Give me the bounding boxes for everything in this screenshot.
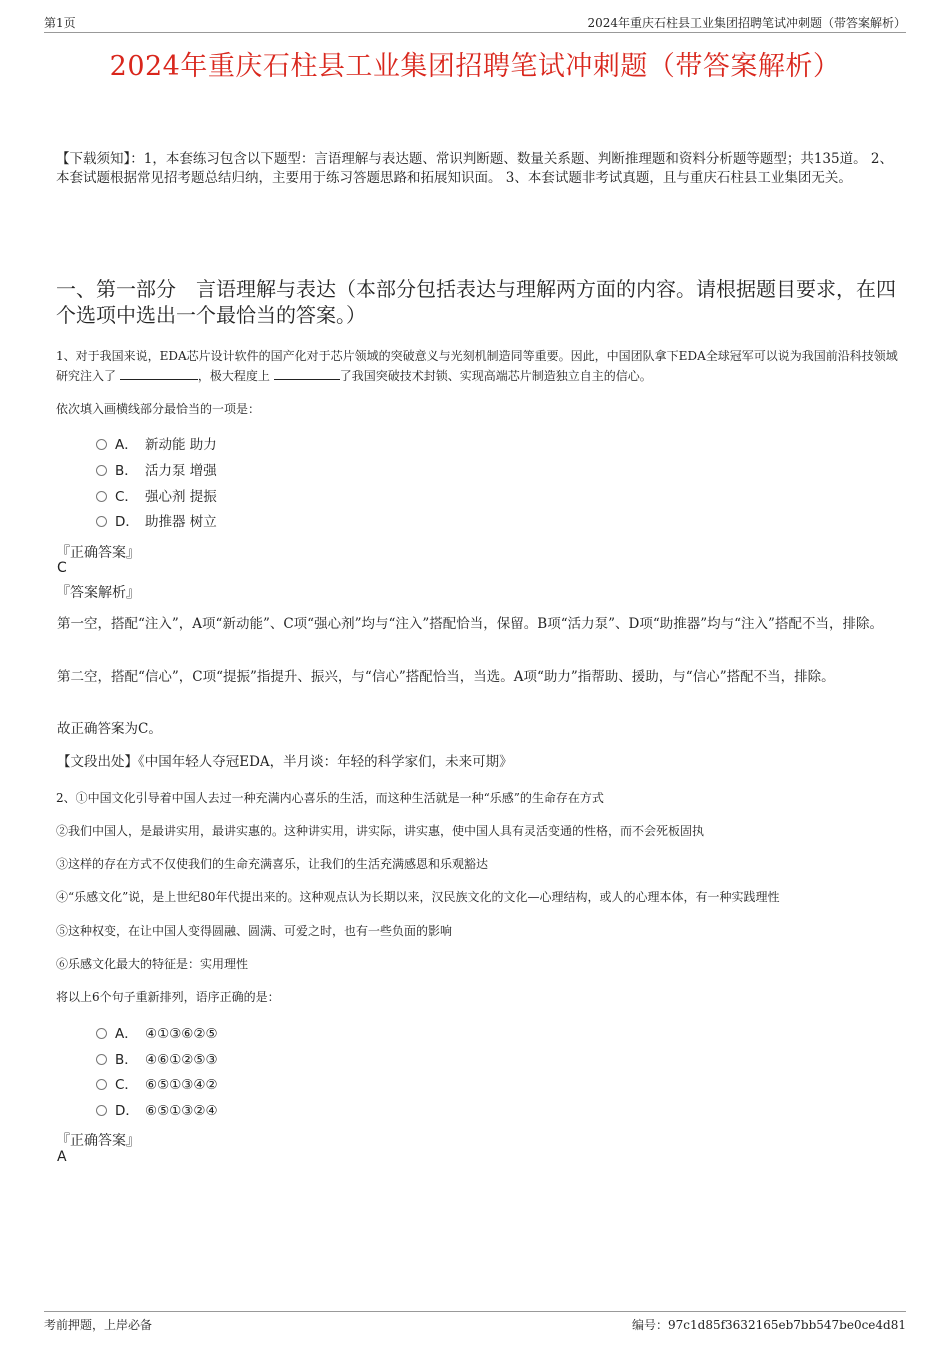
question-2-sentence: ②我们中国人，是最讲实用，最讲实惠的。这种讲实用，讲实际，讲实惠，使中国人具有灵活变通的性格，而不会死板固执: [56, 824, 705, 838]
analysis-paragraph: 第二空，搭配“信心”，C项“提振”指提升、振兴，与“信心”搭配恰当，当选。A项“助力”指帮助、援助，与“信心”搭配不当，排除。: [57, 669, 835, 685]
radio-icon[interactable]: [96, 491, 107, 502]
radio-icon[interactable]: [96, 1054, 107, 1065]
radio-icon[interactable]: [96, 439, 107, 450]
document-title: 2024年重庆石柱县工业集团招聘笔试冲刺题（带答案解析）: [109, 51, 841, 82]
question-2-answer: A: [57, 1149, 67, 1165]
page-header: [44, 12, 906, 33]
question-1-option-d[interactable]: D． 助推器 树立: [96, 512, 217, 532]
radio-icon[interactable]: [96, 1079, 107, 1090]
page-footer: [44, 1311, 906, 1336]
analysis-paragraph: 第一空，搭配“注入”，A项“新动能”、C项“强心剂”均与“注入”搭配恰当，保留。B项“活力泵”、D项“助推器”均与“注入”搭配不当，排除。: [57, 616, 883, 632]
page-number: 第1页: [44, 16, 76, 30]
header-doc-title: 2024年重庆石柱县工业集团招聘笔试冲刺题（带答案解析）: [587, 16, 906, 30]
question-1-option-b[interactable]: B． 活力泵 增强: [96, 461, 217, 481]
blank-1: [120, 367, 198, 380]
footer-slogan: 考前押题，上岸必备: [44, 1318, 153, 1332]
question-2-option-b[interactable]: B． ④⑥①②⑤③: [96, 1050, 218, 1070]
question-2-option-a[interactable]: A． ④①③⑥②⑤: [96, 1024, 218, 1044]
question-1-prompt: 依次填入画横线部分最恰当的一项是：: [56, 402, 261, 416]
question-1-analysis-label: 『答案解析』: [56, 585, 140, 601]
analysis-conclusion: 故正确答案为C。: [57, 721, 162, 737]
radio-icon[interactable]: [96, 516, 107, 527]
question-2-option-c[interactable]: C． ⑥⑤①③④②: [96, 1075, 218, 1095]
question-1-answer: C: [57, 560, 67, 576]
radio-icon[interactable]: [96, 1105, 107, 1116]
question-1-option-c[interactable]: C． 强心剂 提振: [96, 487, 217, 507]
question-2-answer-label: 『正确答案』: [56, 1133, 140, 1149]
question-1-answer-label: 『正确答案』: [56, 545, 140, 561]
question-1-stem: 1、对于我国来说，EDA芯片设计软件的国产化对于芯片领域的突破意义与光刻机制造同等重要。因此，中国团队拿下EDA全球冠军可以说为我国前沿科技领域研究注入了 ，极大程度上 了我国突破技术封锁、实现高端芯片制造独立自主的信心。: [56, 349, 898, 383]
source-citation: 【文段出处】《中国年轻人夺冠EDA，半月谈：年轻的科学家们，未来可期》: [57, 754, 513, 770]
question-2-sentence: 2、①中国文化引导着中国人去过一种充满内心喜乐的生活，而这种生活就是一种“乐感”的生命存在方式: [56, 791, 604, 805]
section-heading: 一、第一部分 言语理解与表达（本部分包括表达与理解两方面的内容。请根据题目要求，在四个选项中选出一个最恰当的答案。）: [56, 277, 896, 327]
blank-2: [274, 367, 340, 380]
question-1-option-a[interactable]: A． 新动能 助力: [96, 435, 217, 455]
download-notice: 【下载须知】：1，本套练习包含以下题型：言语理解与表达题、常识判断题、数量关系题、判断推理题和资料分析题等题型；共135道。 2、本套试题根据常见招考题总结归纳，主要用于练习答题思路和拓展知识面。 3、本套试题非考试真题，且与重庆石柱县工业集团无关。: [56, 151, 893, 186]
radio-icon[interactable]: [96, 465, 107, 476]
question-2-sentence: ⑥乐感文化最大的特征是：实用理性: [56, 957, 249, 971]
question-2-prompt: 将以上6个句子重新排列，语序正确的是：: [56, 990, 280, 1004]
footer-code: 编号：97c1d85f3632165eb7bb547be0ce4d81: [632, 1318, 906, 1332]
question-2-option-d[interactable]: D． ⑥⑤①③②④: [96, 1101, 218, 1121]
question-2-sentence: ④“乐感文化”说，是上世纪80年代提出来的。这种观点认为长期以来，汉民族文化的文化—心理结构，或人的心理本体，有一种实践理性: [56, 890, 780, 904]
question-2-sentence: ③这样的存在方式不仅使我们的生命充满喜乐，让我们的生活充满感恩和乐观豁达: [56, 857, 489, 871]
radio-icon[interactable]: [96, 1028, 107, 1039]
question-2-sentence: ⑤这种权变，在让中国人变得圆融、圆满、可爱之时，也有一些负面的影响: [56, 924, 453, 938]
